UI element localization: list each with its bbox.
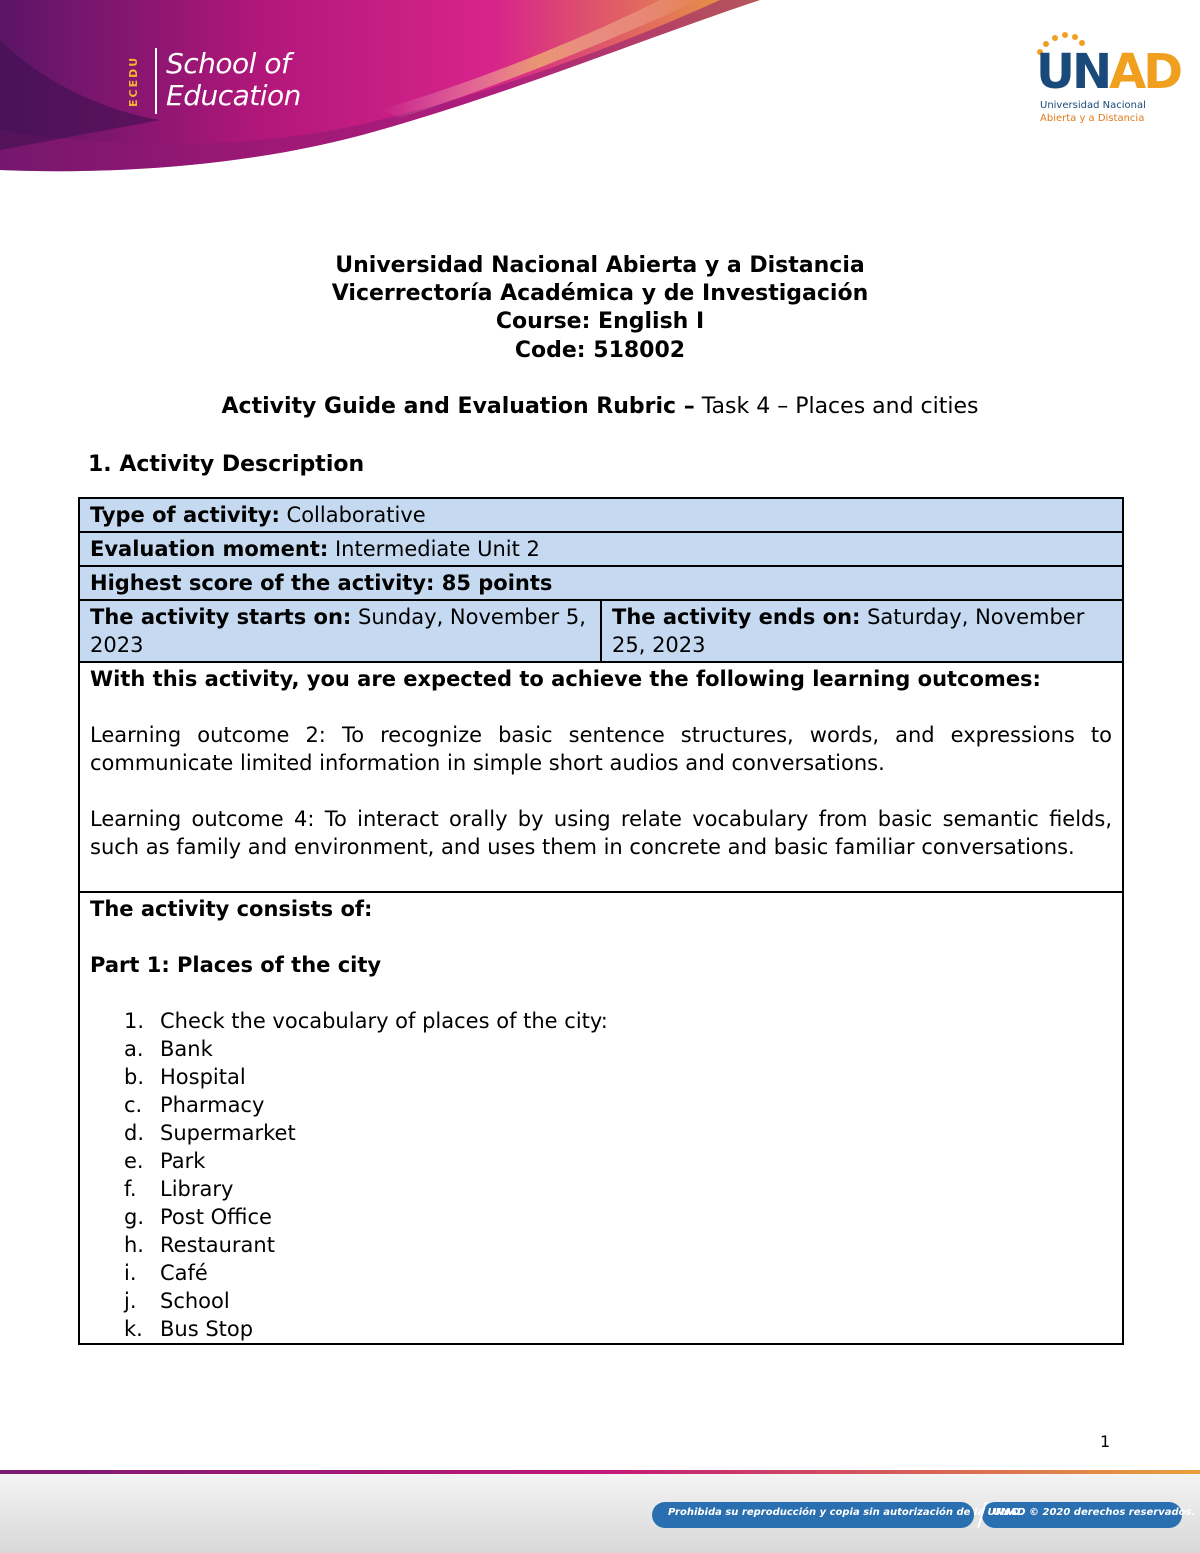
section-title: 1. Activity Description bbox=[88, 452, 365, 477]
part1-label: Part 1: Places of the city bbox=[90, 953, 382, 977]
brand-divider bbox=[155, 48, 157, 114]
university-name: Universidad Nacional Abierta y a Distancia bbox=[335, 253, 865, 278]
footer-notice: Prohibida su reproducción y copia sin autorización de la UNAD. bbox=[668, 1507, 1024, 1518]
activity-table bbox=[78, 497, 1124, 1345]
list-item: f. Library bbox=[124, 1177, 234, 1201]
guide-title-rest: Task 4 – Places and cities bbox=[694, 394, 979, 419]
type-of-activity: Type of activity: Collaborative bbox=[79, 498, 1123, 532]
learning-outcome-4: Learning outcome 4: To interact orally by using relate vocabulary from basic semantic fields, such as family and environment, and uses them in concrete and basic familiar conversations. bbox=[90, 807, 1112, 859]
evaluation-moment: Evaluation moment: Intermediate Unit 2 bbox=[79, 532, 1123, 566]
outcomes-intro: With this activity, you are expected to achieve the following learning outcomes: bbox=[90, 667, 1041, 691]
end-date: The activity ends on: Saturday, November 25, 2023 bbox=[601, 600, 1123, 662]
guide-title-bold: Activity Guide and Evaluation Rubric – bbox=[221, 394, 695, 419]
footer-copyright: UNAD © 2020 derechos reservados. bbox=[993, 1507, 1196, 1518]
learning-outcomes bbox=[79, 662, 1123, 892]
course-code: Code: 518002 bbox=[514, 338, 686, 363]
activity-consists bbox=[79, 892, 1123, 1344]
list-item: g. Post Office bbox=[124, 1205, 272, 1229]
brand-line-1: School of bbox=[166, 47, 291, 80]
list-item: k. Bus Stop bbox=[124, 1317, 254, 1341]
learning-outcome-2: Learning outcome 2: To recognize basic sentence structures, words, and expressions to communicate limited information in simple short audios and conversations. bbox=[90, 723, 1112, 775]
brand-line-2: Education bbox=[166, 79, 301, 112]
list-item: 1. Check the vocabulary of places of the city: bbox=[124, 1009, 608, 1033]
vicerrectoria: Vicerrectoría Académica y de Investigación bbox=[331, 281, 869, 306]
consists-label: The activity consists of: bbox=[90, 897, 373, 921]
unad-logo: UNAD bbox=[1036, 44, 1181, 100]
guide-title bbox=[0, 394, 1200, 419]
list-item: j. School bbox=[124, 1289, 230, 1313]
list-item: d. Supermarket bbox=[124, 1121, 296, 1145]
brand-vertical-text: ECEDU bbox=[127, 55, 140, 107]
start-date: The activity starts on: Sunday, November 5, 2023 bbox=[79, 600, 601, 662]
places-list bbox=[90, 1007, 1112, 1343]
list-item: a. Bank bbox=[124, 1037, 213, 1061]
course-name: Course: English I bbox=[495, 309, 705, 334]
logo-line-1: Universidad Nacional bbox=[1040, 100, 1146, 111]
highest-score: Highest score of the activity: 85 points bbox=[79, 566, 1123, 600]
logo-line-2: Abierta y a Distancia bbox=[1040, 113, 1145, 124]
list-item: e. Park bbox=[124, 1149, 206, 1173]
list-item: c. Pharmacy bbox=[124, 1093, 265, 1117]
page-number: 1 bbox=[1100, 1432, 1111, 1451]
school-of-education-logo bbox=[166, 48, 301, 112]
list-item: i. Café bbox=[124, 1261, 208, 1285]
list-item: b. Hospital bbox=[124, 1065, 246, 1089]
list-item: h. Restaurant bbox=[124, 1233, 275, 1257]
